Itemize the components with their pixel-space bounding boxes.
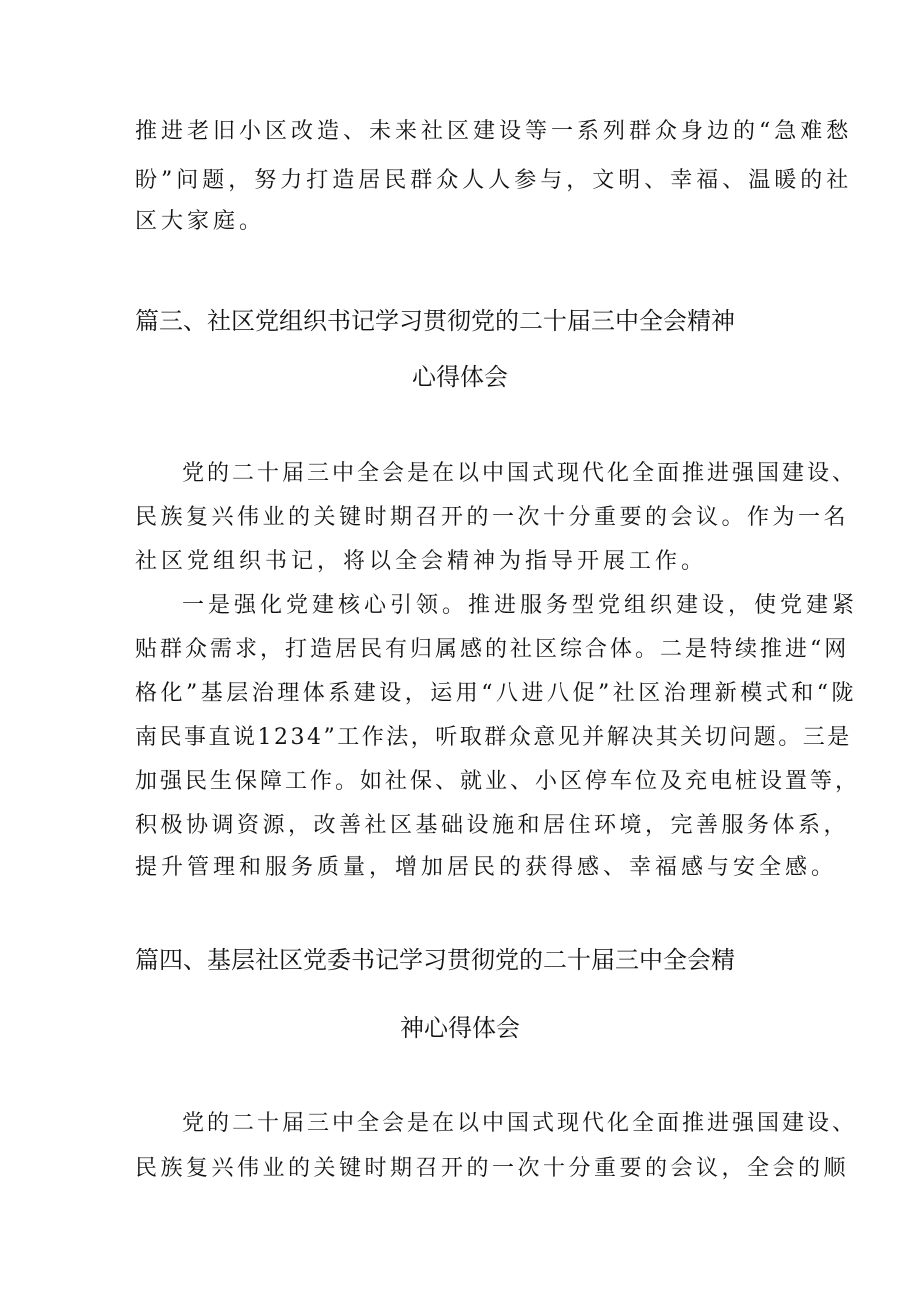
intro-line-2: 盼”问题，努力打造居民群众人人参与，文明、幸福、温暖的社 bbox=[135, 168, 853, 193]
section4-p1-line-2: 民族复兴伟业的关键时期召开的一次十分重要的会议，全会的顺 bbox=[135, 1156, 850, 1181]
section3-p2-line-4: 南民事直说1234”工作法，听取群众意见并解决其关切问题。三是 bbox=[135, 725, 852, 750]
section3-p1-line-1: 党的二十届三中全会是在以中国式现代化全面推进强国建设、 bbox=[182, 461, 858, 486]
section3-p1-line-3: 社区党组织书记，将以全会精神为指导开展工作。 bbox=[135, 549, 708, 574]
section3-p2-line-5: 加强民生保障工作。如社保、就业、小区停车位及充电桩设置等， bbox=[135, 769, 861, 794]
section3-title-line-2: 心得体会 bbox=[412, 363, 508, 391]
section4-title-line-2: 神心得体会 bbox=[400, 1014, 520, 1042]
section3-p2-line-7: 提升管理和服务质量，增加居民的获得感、幸福感与安全感。 bbox=[135, 855, 838, 880]
section3-p2-line-3: 格化”基层治理体系建设，运用“八进八促”社区治理新模式和“陇 bbox=[135, 681, 857, 706]
intro-line-3: 区大家庭。 bbox=[135, 209, 266, 234]
intro-line-1: 推进老旧小区改造、未来社区建设等一系列群众身边的“急难愁 bbox=[135, 119, 853, 144]
section3-p1-line-2: 民族复兴伟业的关键时期召开的一次十分重要的会议。作为一名 bbox=[135, 505, 850, 530]
section3-title-line-1: 篇三、社区党组织书记学习贯彻党的二十届三中全会精神 bbox=[135, 307, 735, 335]
section3-p2-line-6: 积极协调资源，改善社区基础设施和居住环境，完善服务体系， bbox=[135, 813, 850, 838]
section3-p2-line-2: 贴群众需求，打造居民有归属感的社区综合体。二是特续推进“网 bbox=[135, 637, 850, 662]
section4-title-line-1: 篇四、基层社区党委书记学习贯彻党的二十届三中全会精 bbox=[135, 946, 735, 974]
section3-p2-line-1: 一是强化党建核心引领。推进服务型党组织建设，使党建紧 bbox=[182, 593, 859, 618]
section4-p1-line-1: 党的二十届三中全会是在以中国式现代化全面推进强国建设、 bbox=[182, 1111, 858, 1136]
